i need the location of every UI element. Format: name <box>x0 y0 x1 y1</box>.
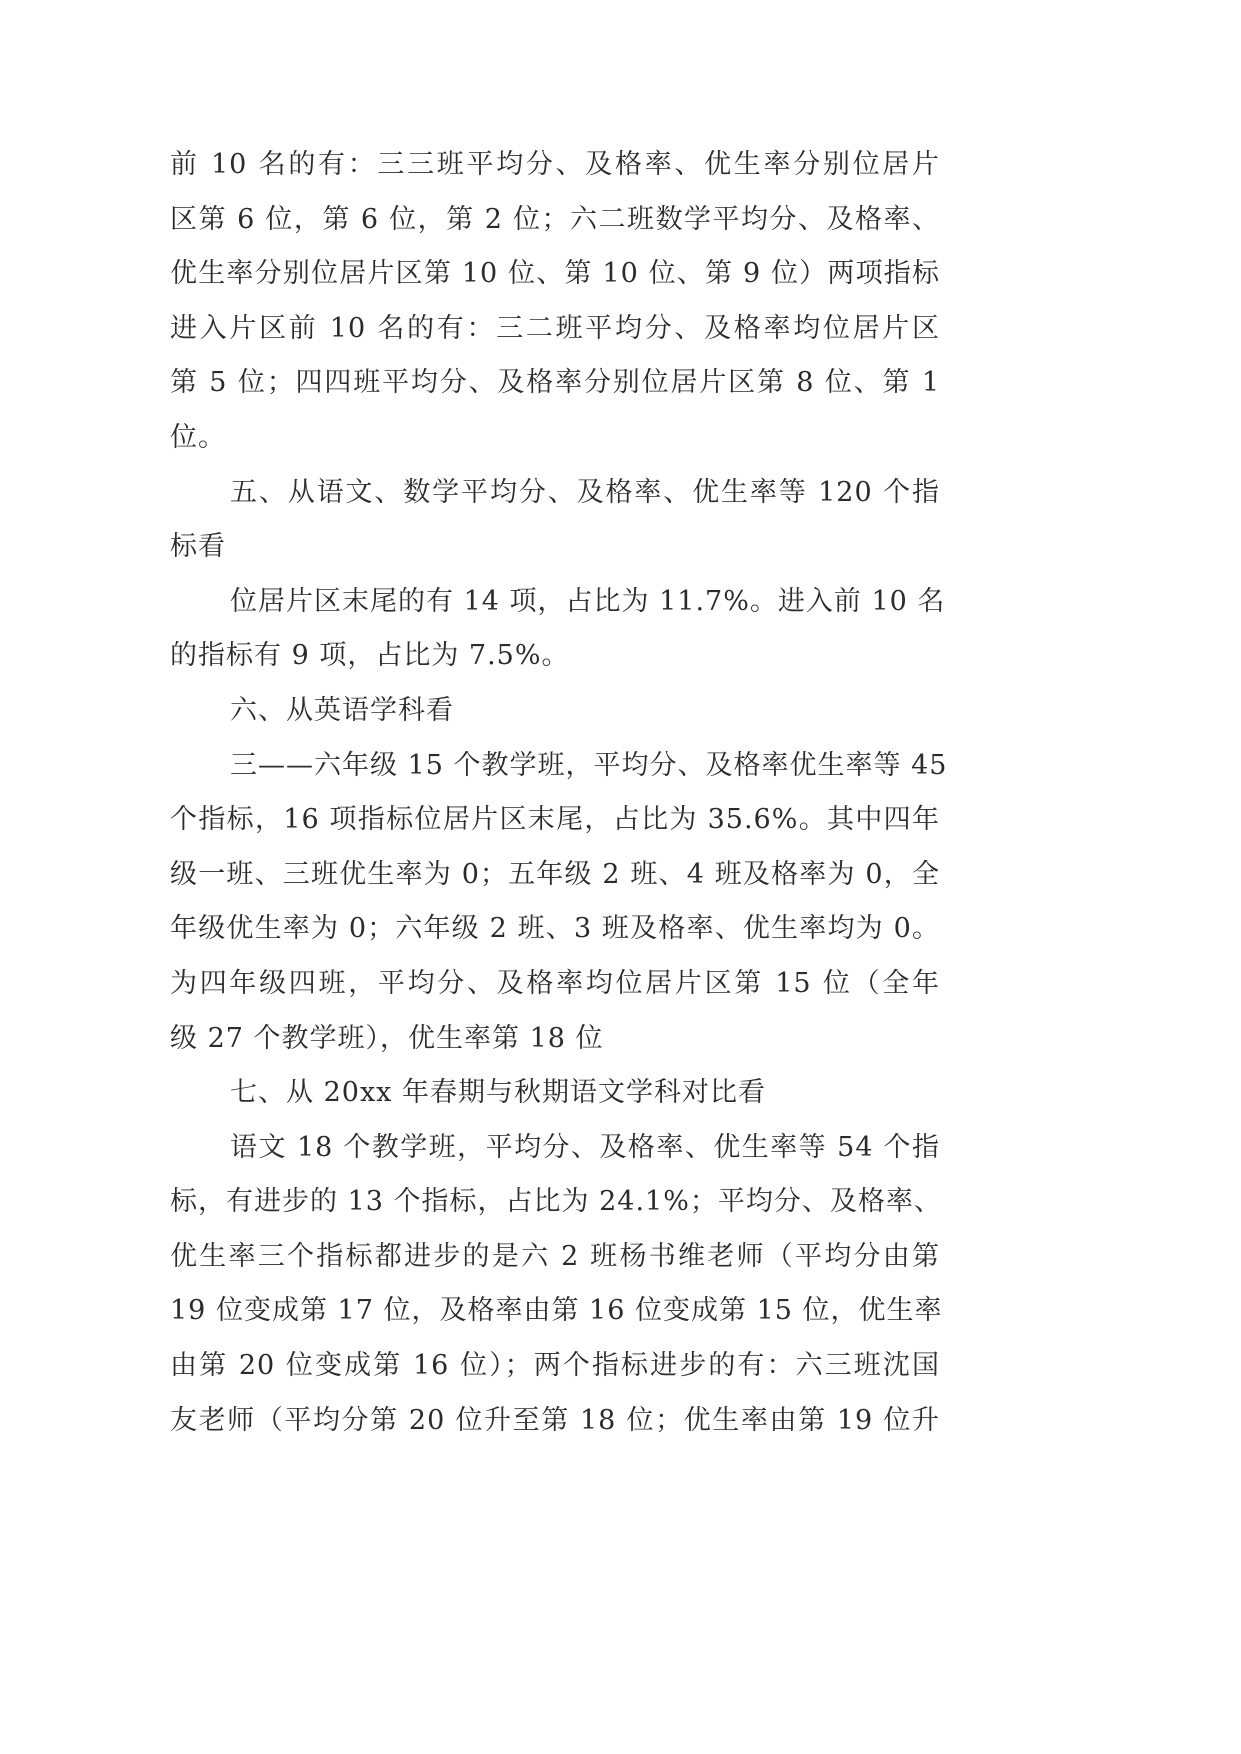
text-line: 级 27 个教学班），优生率第 18 位 <box>170 1022 604 1054</box>
text-line: 三——六年级 15 个教学班，平均分、及格率优生率等 45 <box>230 749 948 781</box>
text-line: 19 位变成第 17 位，及格率由第 16 位变成第 15 位，优生率 <box>170 1295 943 1327</box>
text-line: 七、从 20xx 年春期与秋期语文学科对比看 <box>230 1077 766 1109</box>
text-line: 年级优生率为 0；六年级 2 班、3 班及格率、优生率均为 0。 <box>170 913 940 945</box>
text-line: 友老师（平均分第 20 位升至第 18 位；优生率由第 19 位升 <box>170 1404 940 1436</box>
document-body <box>170 138 948 1448</box>
text-line: 第 5 位；四四班平均分、及格率分别位居片区第 8 位、第 1 <box>170 367 940 399</box>
text-line: 六、从英语学科看 <box>230 694 454 726</box>
text-line: 位居片区末尾的有 14 项，占比为 11.7%。进入前 10 名 <box>230 585 946 617</box>
text-line: 标看 <box>170 531 226 563</box>
text-line: 级一班、三班优生率为 0；五年级 2 班、4 班及格率为 0，全 <box>170 858 940 890</box>
text-line: 由第 20 位变成第 16 位）；两个指标进步的有：六三班沈国 <box>170 1350 940 1382</box>
text-line: 为四年级四班，平均分、及格率均位居片区第 15 位（全年 <box>170 967 940 999</box>
text-line: 标，有进步的 13 个指标，占比为 24.1%；平均分、及格率、 <box>170 1186 942 1218</box>
text-line: 优生率三个指标都进步的是六 2 班杨书维老师（平均分由第 <box>170 1240 940 1272</box>
text-line: 优生率分别位居片区第 10 位、第 10 位、第 9 位）两项指标 <box>170 258 940 290</box>
text-line: 前 10 名的有：三三班平均分、及格率、优生率分别位居片 <box>170 149 940 180</box>
text-line: 进入片区前 10 名的有：三二班平均分、及格率均位居片区 <box>170 312 940 344</box>
text-line: 的指标有 9 项，占比为 7.5%。 <box>170 640 570 672</box>
text-line: 五、从语文、数学平均分、及格率、优生率等 120 个指 <box>230 476 940 508</box>
text-line: 语文 18 个教学班，平均分、及格率、优生率等 54 个指 <box>230 1131 940 1163</box>
text-line: 位。 <box>170 421 226 453</box>
text-line: 区第 6 位，第 6 位，第 2 位；六二班数学平均分、及格率、 <box>170 203 940 235</box>
text-line: 个指标，16 项指标位居片区末尾，占比为 35.6%。其中四年 <box>170 804 940 836</box>
